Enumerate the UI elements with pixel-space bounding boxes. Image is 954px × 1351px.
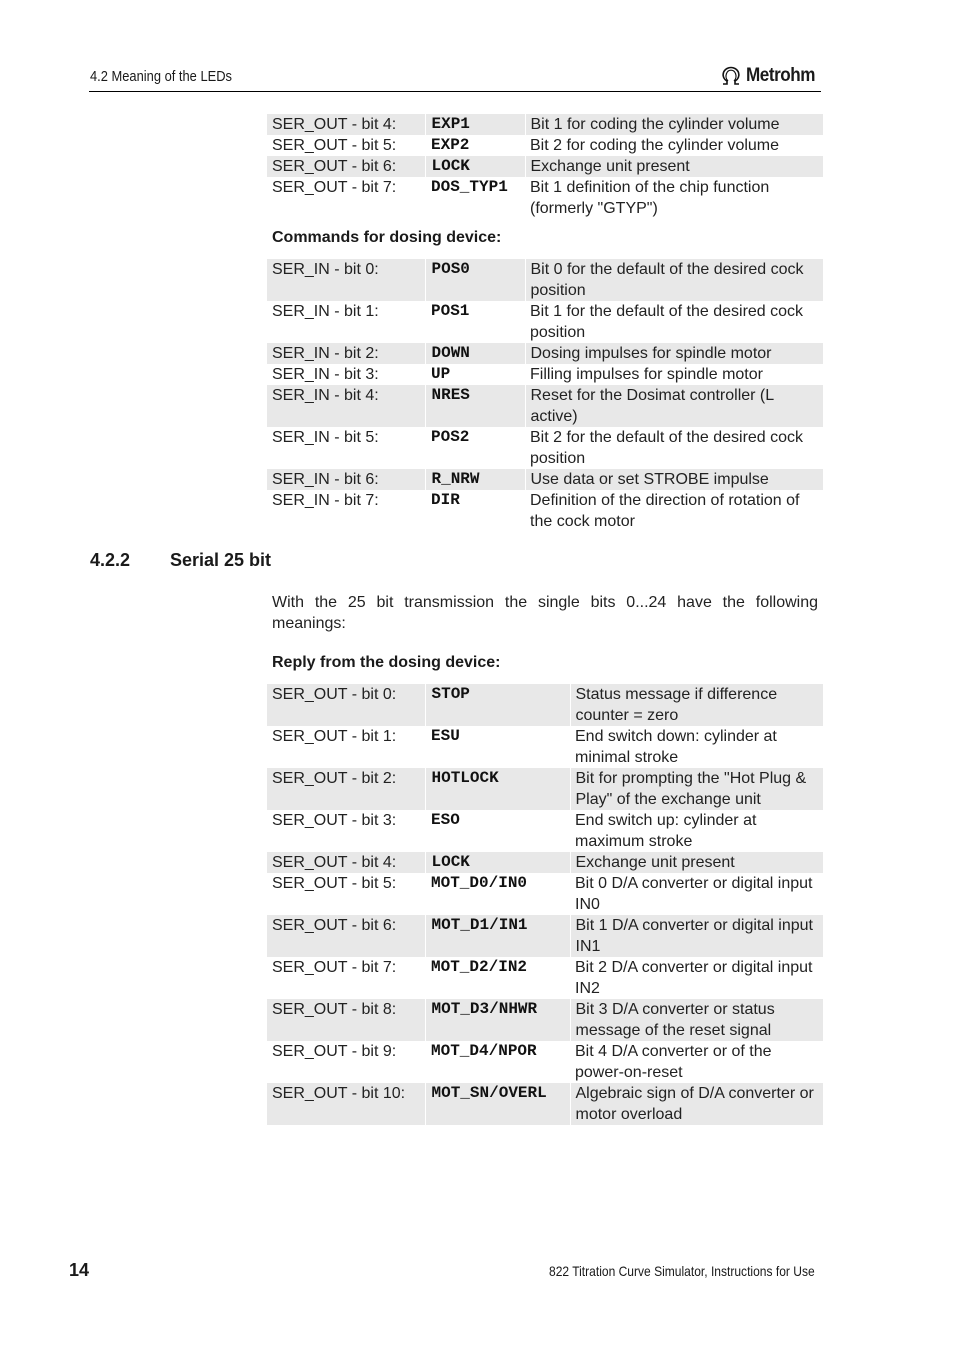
signal-description: Dosing impulses for spindle motor: [525, 343, 823, 364]
table-row: [267, 114, 823, 135]
signal-code: MOT_D0/IN0: [431, 874, 528, 892]
signal-description: Algebraic sign of D/A converter or motor overload: [570, 1083, 823, 1125]
table-row: [267, 135, 823, 156]
ser-in-table: [267, 259, 823, 532]
reply-heading: Reply from the dosing device:: [272, 654, 501, 671]
page-number: 14: [69, 1260, 90, 1280]
table-row: [267, 177, 823, 219]
table-row: [267, 385, 823, 427]
table-row: [267, 301, 823, 343]
table-row: [267, 1041, 823, 1083]
bit-label: SER_OUT - bit 4:: [267, 114, 425, 135]
bit-label: SER_OUT - bit 10:: [267, 1083, 425, 1125]
signal-description: Bit 2 for the default of the desired cock position: [530, 429, 804, 467]
table-row: [267, 490, 823, 532]
signal-code: ESU: [431, 727, 460, 745]
bit-label: SER_OUT - bit 4:: [267, 852, 425, 873]
table-row: [267, 726, 823, 768]
bit-label: SER_OUT - bit 2:: [267, 768, 425, 810]
signal-description: Bit 1 definition of the chip function (formerly "GTYP"): [530, 179, 770, 217]
bit-label: SER_OUT - bit 3:: [272, 812, 397, 829]
brand-name: Metrohm: [746, 65, 816, 86]
signal-code: UP: [431, 365, 451, 383]
bit-label: SER_IN - bit 5:: [272, 429, 379, 446]
signal-description: Bit 3 D/A converter or status message of the reset signal: [570, 999, 823, 1041]
bit-label: SER_OUT - bit 8:: [267, 999, 425, 1041]
ser-out-table-continued: [267, 114, 823, 219]
table-row: [267, 768, 823, 810]
signal-code: MOT_D4/NPOR: [431, 1042, 537, 1060]
bit-label: SER_IN - bit 3:: [272, 366, 379, 383]
signal-code: DOWN: [425, 343, 525, 364]
table-row: [267, 915, 823, 957]
signal-code: MOT_D3/NHWR: [425, 999, 570, 1041]
signal-code: ESO: [431, 811, 460, 829]
section-title: Serial 25 bit: [170, 550, 272, 570]
signal-code: MOT_D2/IN2: [431, 958, 528, 976]
signal-description: End switch up: cylinder at maximum stroke: [575, 812, 757, 850]
signal-description: Bit for prompting the "Hot Plug & Play" of the exchange unit: [570, 768, 823, 810]
table-row: [267, 684, 823, 726]
signal-code: EXP2: [431, 136, 470, 154]
table-row: [267, 957, 823, 999]
footer-title: 822 Titration Curve Simulator, Instructions for Use: [549, 1263, 815, 1279]
signal-description: Bit 1 for coding the cylinder volume: [525, 114, 823, 135]
header-section-title: 4.2 Meaning of the LEDs: [90, 68, 232, 85]
signal-description: Status message if difference counter = zero: [570, 684, 823, 726]
signal-description: Bit 0 D/A converter or digital input IN0: [575, 875, 813, 913]
signal-code: POS0: [425, 259, 525, 301]
signal-code: NRES: [425, 385, 525, 427]
section-number: 4.2.2: [90, 550, 131, 570]
signal-description: Bit 4 D/A converter or of the power-on-reset: [575, 1043, 772, 1081]
metrohm-omega-icon: [720, 66, 742, 86]
table-row: [267, 873, 823, 915]
bit-label: SER_OUT - bit 6:: [267, 915, 425, 957]
bit-label: SER_IN - bit 2:: [267, 343, 425, 364]
bit-label: SER_OUT - bit 0:: [267, 684, 425, 726]
table-row: [267, 999, 823, 1041]
signal-code: MOT_SN/OVERL: [425, 1083, 570, 1125]
bit-label: SER_OUT - bit 7:: [272, 959, 397, 976]
table-row: [267, 343, 823, 364]
bit-label: SER_IN - bit 6:: [267, 469, 425, 490]
commands-heading: Commands for dosing device:: [272, 229, 502, 246]
table-row: [267, 1083, 823, 1125]
signal-description: Use data or set STROBE impulse: [525, 469, 823, 490]
bit-label: SER_IN - bit 1:: [272, 303, 379, 320]
signal-code: LOCK: [425, 852, 570, 873]
signal-description: Exchange unit present: [525, 156, 823, 177]
signal-description: Bit 1 D/A converter or digital input IN1: [570, 915, 823, 957]
bit-label: SER_IN - bit 4:: [267, 385, 425, 427]
signal-code: POS1: [431, 302, 470, 320]
ser-out-25bit-table: [267, 684, 823, 1125]
signal-description: End switch down: cylinder at minimal stroke: [575, 728, 777, 766]
signal-code: STOP: [425, 684, 570, 726]
table-row: [267, 852, 823, 873]
table-row: [267, 259, 823, 301]
bit-label: SER_OUT - bit 5:: [272, 875, 397, 892]
bit-label: SER_IN - bit 7:: [272, 492, 379, 509]
signal-code: EXP1: [425, 114, 525, 135]
table-row: [267, 469, 823, 490]
table-row: [267, 156, 823, 177]
signal-code: HOTLOCK: [425, 768, 570, 810]
bit-label: SER_OUT - bit 5:: [272, 137, 397, 154]
signal-code: LOCK: [425, 156, 525, 177]
signal-description: Bit 0 for the default of the desired cock position: [525, 259, 823, 301]
signal-code: MOT_D1/IN1: [425, 915, 570, 957]
bit-label: SER_OUT - bit 6:: [267, 156, 425, 177]
section-heading: [90, 550, 271, 571]
signal-description: Bit 2 D/A converter or digital input IN2: [575, 959, 813, 997]
signal-code: R_NRW: [425, 469, 525, 490]
bit-label: SER_OUT - bit 7:: [272, 179, 397, 196]
signal-description: Reset for the Dosimat controller (L active): [525, 385, 823, 427]
signal-code: DOS_TYP1: [431, 178, 508, 196]
bit-label: SER_IN - bit 0:: [267, 259, 425, 301]
table-row: [267, 427, 823, 469]
signal-description: Bit 1 for the default of the desired cock position: [530, 303, 804, 341]
table-row: [267, 810, 823, 852]
bit-label: SER_OUT - bit 1:: [272, 728, 397, 745]
intro-paragraph: With the 25 bit transmission the single bits 0...24 have the following meanings:: [272, 594, 818, 632]
signal-description: Definition of the direction of rotation of the cock motor: [530, 492, 800, 530]
signal-code: POS2: [431, 428, 470, 446]
brand-logo: [720, 64, 823, 88]
table-row: [267, 364, 823, 385]
bit-label: SER_OUT - bit 9:: [272, 1043, 397, 1060]
signal-description: Exchange unit present: [570, 852, 823, 873]
signal-description: Bit 2 for coding the cylinder volume: [530, 137, 780, 154]
signal-description: Filling impulses for spindle motor: [530, 366, 763, 383]
signal-code: DIR: [431, 491, 460, 509]
header-rule: [89, 91, 821, 92]
